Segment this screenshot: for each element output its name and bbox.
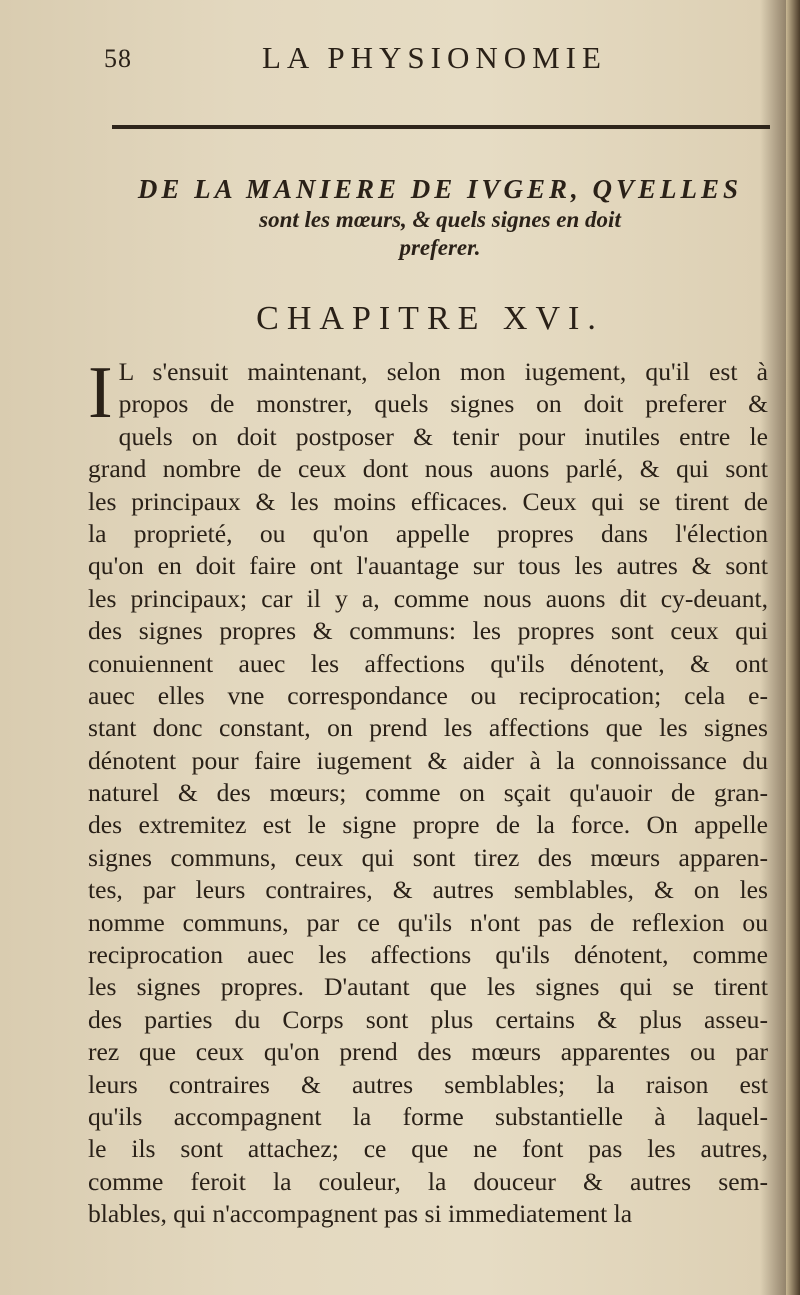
text-line: naturel & des mœurs; comme on sçait qu'auoir de gran- — [88, 778, 768, 808]
running-head: LA PHYSIONOMIE — [262, 40, 607, 75]
text-line: auec elles vne correspondance ou reciprocation; cela e- — [88, 680, 768, 710]
section-title-line-3: preferer. — [399, 235, 481, 260]
section-title-line-2: sont les mœurs, & quels signes en doit — [259, 207, 621, 232]
text-line: reciprocation auec les affections qu'ils dénotent, comme — [88, 940, 768, 970]
page-header — [100, 38, 760, 82]
text-line: grand nombre de ceux dont nous auons parlé, & qui sont — [88, 454, 768, 484]
text-line: propos de monstrer, quels signes on doit preferer & — [118, 389, 768, 419]
text-line: L s'ensuit maintenant, selon mon iugement, qu'il est à — [118, 357, 768, 386]
text-line: des extremitez est le signe propre de la force. On appelle — [88, 810, 768, 840]
text-line: leurs contraires & autres semblables; la raison est — [88, 1069, 768, 1099]
text-line: des parties du Corps sont plus certains & plus asseu- — [88, 1004, 768, 1034]
section-title-line-1: DE LA MANIERE DE IVGER, QVELLES — [137, 174, 743, 204]
text-line: qu'ils accompagnent la forme substantielle à laquel- — [88, 1101, 768, 1131]
text-line: des signes propres & communs: les propres sont ceux qui — [88, 616, 768, 646]
page-edge — [786, 0, 800, 1295]
drop-cap: I — [88, 352, 113, 434]
section-title — [100, 174, 780, 261]
body-text — [88, 352, 768, 1231]
text-line: les principaux & les moins efficaces. Ceux qui se tirent de — [88, 486, 768, 516]
text-line: blables, qui n'accompagnent pas si immediatement la — [88, 1199, 633, 1229]
text-line: le ils sont attachez; ce que ne font pas les autres, — [88, 1134, 768, 1164]
chapter-heading: CHAPITRE XVI. — [256, 300, 604, 337]
text-line: stant donc constant, on prend les affections que les signes — [88, 713, 768, 743]
text-line: comme feroit la couleur, la douceur & autres sem- — [88, 1166, 768, 1196]
text-line: nomme communs, par ce qu'ils n'ont pas de reflexion ou — [88, 907, 768, 937]
text-line: qu'on en doit faire ont l'auantage sur tous les autres & sont — [88, 551, 768, 581]
text-line: signes communs, ceux qui sont tirez des mœurs apparen- — [88, 842, 768, 872]
text-line: rez que ceux qu'on prend des mœurs apparentes ou par — [88, 1037, 768, 1067]
text-line: conuiennent auec les affections qu'ils dénotent, & ont — [88, 648, 768, 678]
header-rule — [112, 125, 770, 129]
text-line: tes, par leurs contraires, & autres semblables, & on les — [88, 875, 768, 905]
text-line: les signes propres. D'autant que les signes qui se tirent — [88, 972, 768, 1002]
text-line: dénotent pour faire iugement & aider à la connoissance du — [88, 745, 768, 775]
text-line: les principaux; car il y a, comme nous auons dit cy-deuant, — [88, 583, 768, 613]
page-number: 58 — [104, 44, 132, 73]
text-line: quels on doit postposer & tenir pour inutiles entre le — [118, 421, 768, 451]
text-line: la proprieté, ou qu'on appelle propres dans l'élection — [88, 518, 768, 548]
